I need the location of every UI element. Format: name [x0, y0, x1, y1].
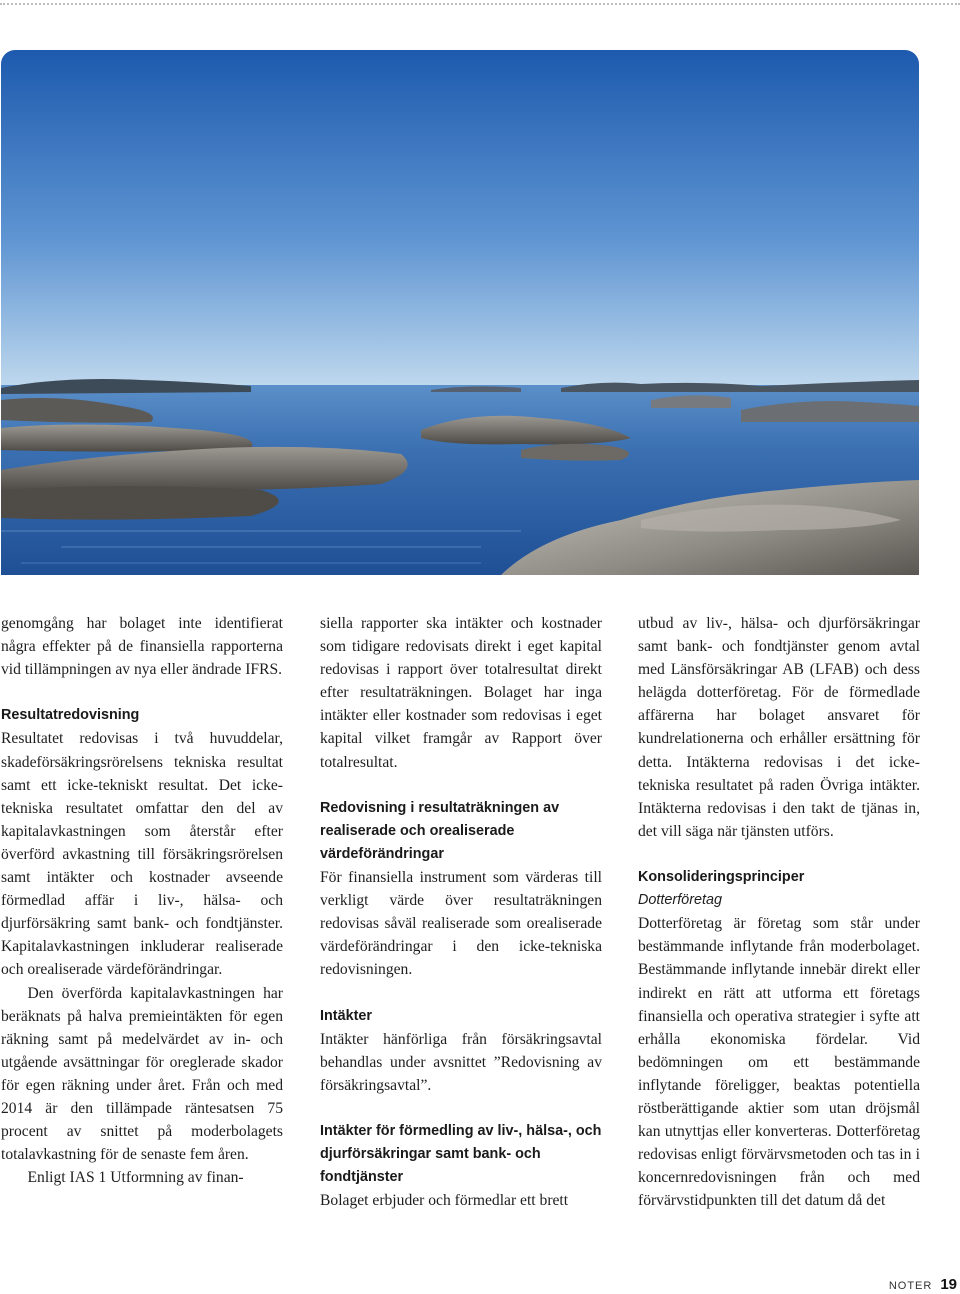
- paragraph: utbud av liv-, hälsa- och djurförsäkringar samt bank- och fondtjänster genom avtal med Länsförsäkringar AB (LFAB) och dess helägda dotterföretag. För de förmedlade affärerna har bolaget ansvaret för kundrelationerna och erhåller ersättning för detta. Intäkterna redovisas i det icke-tekniska resultatet på raden Övriga intäkter. Intäkterna redovisas i den takt de tjänas in, det vill säga när tjänsten utförs.: [638, 615, 920, 840]
- archipelago-photo: [1, 50, 919, 575]
- paragraph: Dotterföretag är företag som står under bestämmande inflytande från moderbolaget. Bestämmande inflytande innebär direkt eller indirekt en rätt att utforma ett företags finansiella och operativa strategier i syfte att erhålla ekonomiska fördelar. Vid bedömningen om ett bestämmande inflytande föreligger, beaktas potentiella röstberättigande aktier som utan dröjsmål kan utnyttjas eller konverteras. Dotterföretag redovisas enligt förvärvsmetoden och tas in i koncernredovisningen från och med förvärvstidpunkten till det datum då det: [638, 915, 920, 1210]
- paragraph: genomgång har bolaget inte identifierat några effekter på de finansiella rapporterna vid tillämpningen av nya eller ändrade IFRS.: [1, 615, 283, 679]
- paragraph: siella rapporter ska intäkter och kostnader som tidigare redovisats direkt i eget kapital redovisas i rapport över totalresultat direkt efter resultaträkningen. Bolaget har inga intäkter eller kostnader som redovisas i eget kapital vilket framgår av Rapport över totalresultat.: [320, 615, 602, 771]
- text-column-3: [638, 612, 920, 1212]
- paragraph: Resultatet redovisas i två huvuddelar, skadeförsäkringsrörelsens tekniska resultat samt ett icke-tekniskt resultat. Det icke-tekniska resultatet omfattar den del av kapitalavkastningen som återstår efter överförd avkastning till försäkringsrörelsen samt intäkter och kostnader avseende förmedlad affär i liv-, hälsa- och djurförsäkring samt bank- och fondtjänster. Kapitalavkastningen inkluderar realiserade och orealiserade värdeförändringar.: [1, 730, 283, 979]
- archipelago-photo-image: [1, 50, 919, 575]
- page-number: 19: [940, 1276, 957, 1293]
- paragraph: Bolaget erbjuder och förmedlar ett brett: [320, 1192, 569, 1210]
- heading-intakter: Intäkter: [320, 1007, 372, 1024]
- page-footer: [889, 1276, 957, 1293]
- heading-resultatredovisning: Resultatredovisning: [1, 707, 140, 724]
- paragraph: Den överförda kapitalavkastningen har beräknats på halva premieintäkten för egen räkning samt på medelvärdet av in- och utgående avsättningar för oreglerade skador för egen räkning under året. Från och med 2014 är den tillämpade räntesatsen 75 procent av snittet på moderbolagets totalavkastning för de senaste fem åren.: [1, 984, 283, 1164]
- heading-konsolideringsprinciper: Konsolideringsprinciper: [638, 869, 805, 886]
- subheading-dotterforetag: Dotterföretag: [638, 892, 722, 909]
- paragraph: För finansiella instrument som värderas till verkligt värde över resultaträkningen redovisas såväl realiserade som orealiserade värdeförändringar i den icke-tekniska redovisningen.: [320, 869, 602, 979]
- section-label: NOTER: [888, 1280, 933, 1292]
- heading-intakter-formedling: Intäkter för förmedling av liv-, hälsa-, och djurförsäkringar samt bank- och fondtjänster: [320, 1123, 602, 1186]
- text-column-1: [1, 612, 283, 1189]
- top-dotted-rule: [0, 3, 960, 5]
- heading-redovisning-vardeforandringar: Redovisning i resultaträkningen av realiserade och orealiserade värdeförändringar: [320, 799, 560, 862]
- paragraph: Intäkter hänförliga från försäkringsavtal behandlas under avsnittet ”Redovisning av försäkringsavtal”.: [320, 1030, 602, 1094]
- text-column-2: [320, 612, 602, 1212]
- paragraph: Enligt IAS 1 Utformning av finan-: [27, 1169, 244, 1187]
